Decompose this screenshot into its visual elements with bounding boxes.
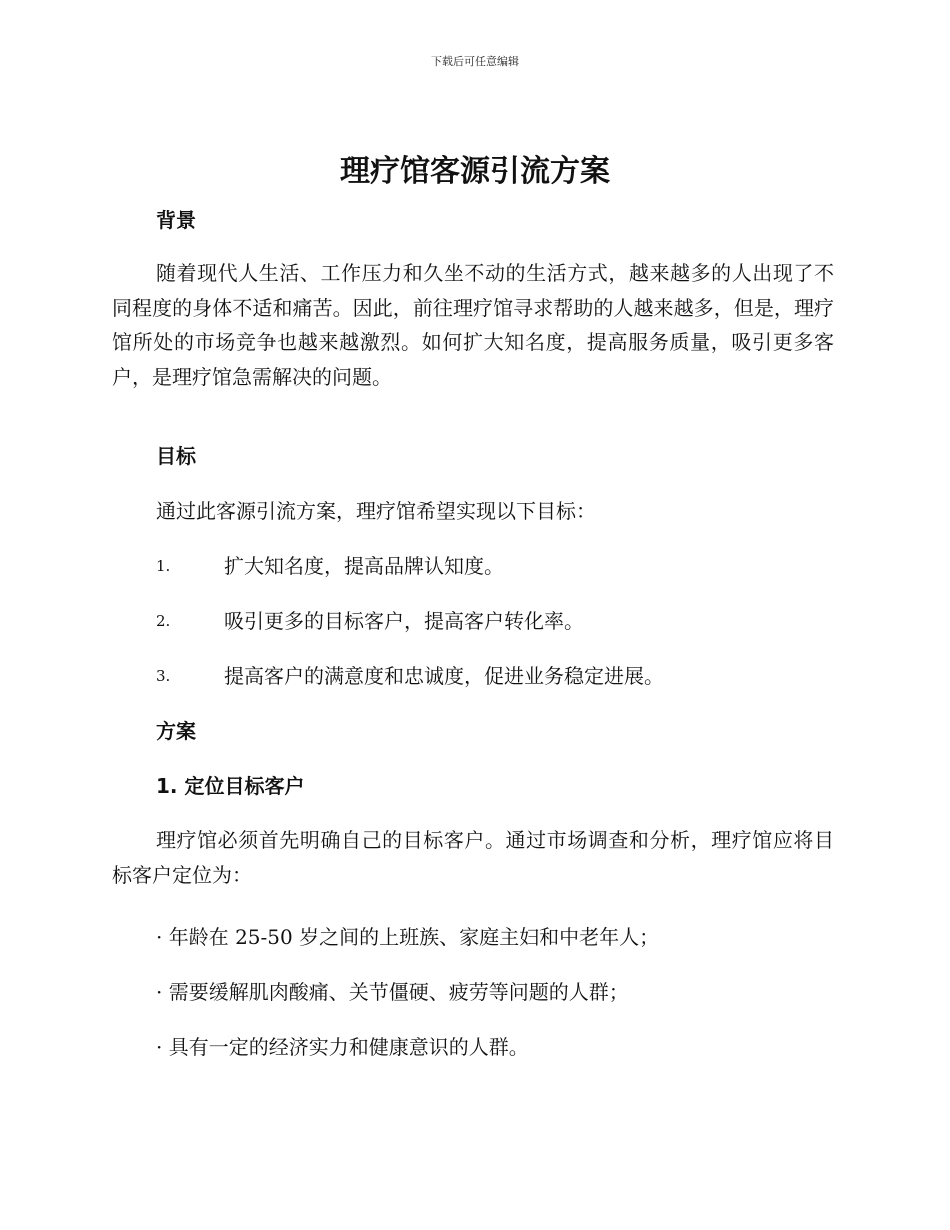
bullet-item: · 需要缓解肌肉酸痛、关节僵硬、疲劳等问题的人群；: [156, 980, 629, 1004]
goals-intro: 通过此客源引流方案，理疗馆希望实现以下目标：: [156, 499, 596, 523]
heading-goals: 目标: [156, 444, 196, 468]
list-item-number: 1.: [156, 557, 171, 575]
bullet-item: · 年龄在 25-50 岁之间的上班族、家庭主妇和中老年人；: [156, 925, 660, 949]
heading-background: 背景: [156, 208, 196, 232]
bullet-item: · 具有一定的经济实力和健康意识的人群。: [156, 1035, 529, 1059]
list-item-number: 2.: [156, 612, 171, 630]
list-item-text: 吸引更多的目标客户，提高客户转化率。: [224, 609, 584, 633]
heading-target-customers: 1. 定位目标客户: [156, 774, 305, 798]
heading-plan: 方案: [156, 719, 196, 743]
target-customers-paragraph: 理疗馆必须首先明确自己的目标客户。通过市场调查和分析，理疗馆应将目标客户定位为：: [112, 828, 834, 887]
list-item-number: 3.: [156, 667, 171, 685]
header-note: 下载后可任意编辑: [431, 55, 519, 68]
document-title: 理疗馆客源引流方案: [340, 154, 610, 189]
list-item-text: 提高客户的满意度和忠诚度，促进业务稳定进展。: [224, 664, 664, 688]
list-item-text: 扩大知名度，提高品牌认知度。: [224, 554, 504, 578]
background-paragraph: 随着现代人生活、工作压力和久坐不动的生活方式，越来越多的人出现了不同程度的身体不适和痛苦。因此，前往理疗馆寻求帮助的人越来越多，但是，理疗馆所处的市场竞争也越来越激烈。如何扩大知名度，提高服务质量，吸引更多客户，是理疗馆急需解决的问题。: [112, 261, 834, 389]
